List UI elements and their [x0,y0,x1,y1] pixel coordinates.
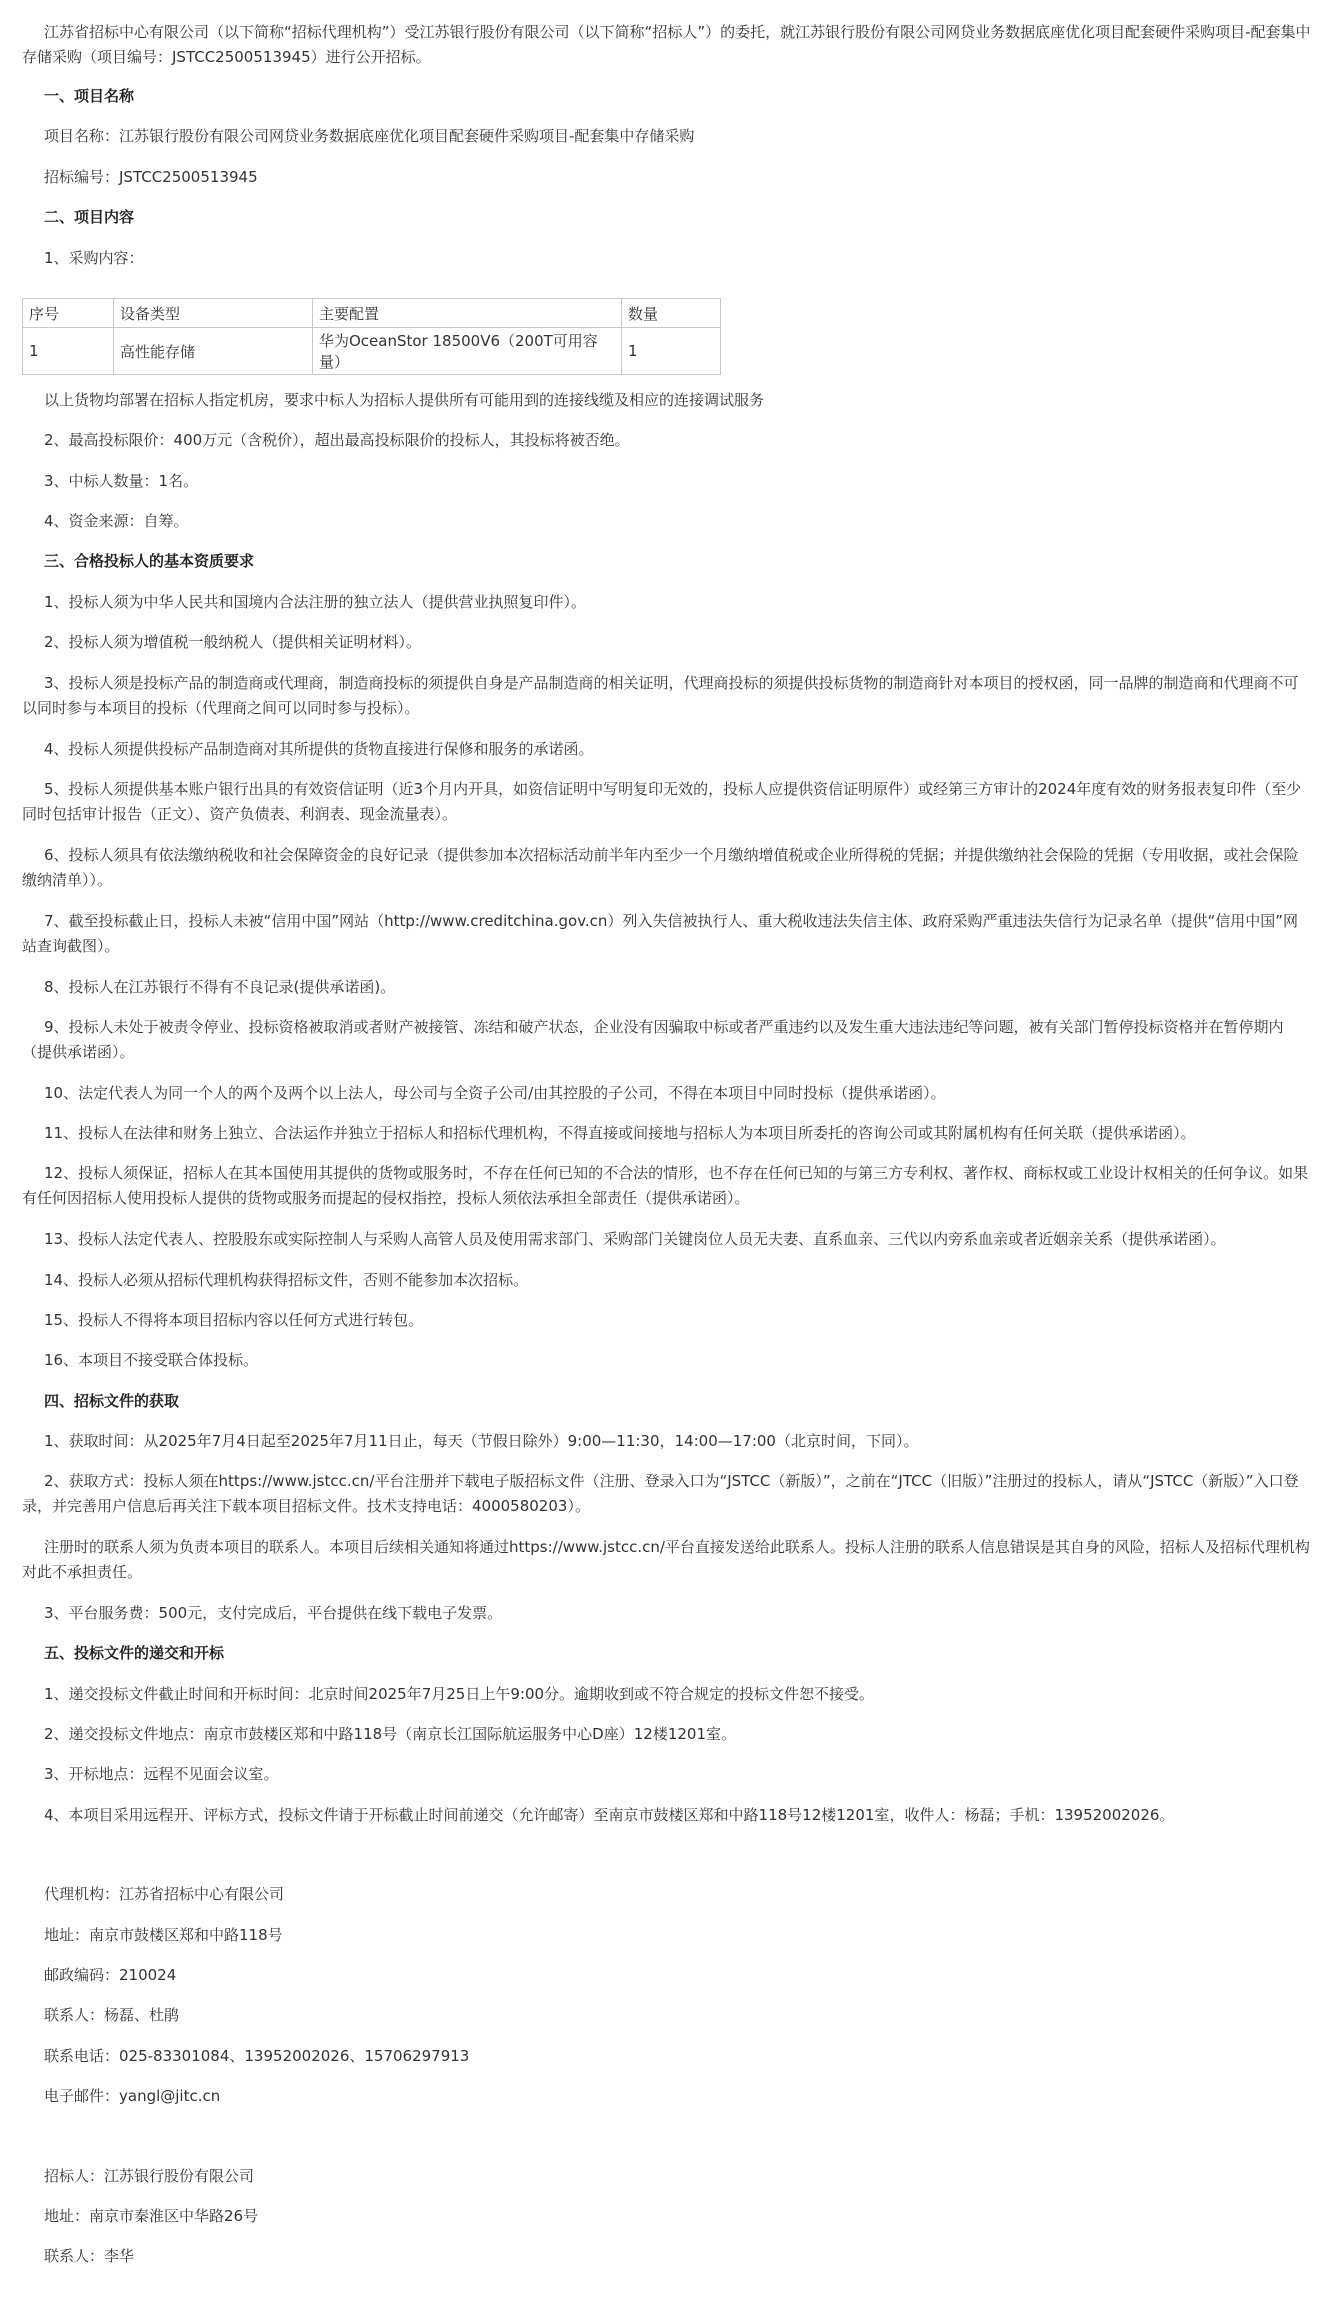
table-header: 数量 [622,299,721,328]
tenderer-address: 地址：南京市秦淮区中华路26号 [44,2207,259,2225]
remote-evaluation-note: 4、本项目采用远程开、评标方式，投标文件请于开标截止时间前递交（允许邮寄）至南京市鼓楼区郑和中路118号12楼1201室，收件人：杨磊；手机：13952002026。 [44,1806,1175,1824]
procurement-content-label: 1、采购内容： [44,249,144,267]
section-title-qualifications: 三、合格投标人的基本资质要求 [44,552,255,570]
agency-phone: 联系电话：025-83301084、13952002026、15706297913 [44,2047,470,2065]
table-header: 主要配置 [313,299,622,328]
procurement-table [22,298,721,375]
qualification-item: 7、截至投标截止日，投标人未被“信用中国”网站（http://www.creditchina.gov.cn）列入失信被执行人、重大税收违法失信主体、政府采购严重违法失信行为记录名单（提供“信用中国”网站查询截图）。 [22,912,1298,955]
winner-count: 3、中标人数量：1名。 [44,472,199,490]
qualification-item: 3、投标人须是投标产品的制造商或代理商，制造商投标的须提供自身是产品制造商的相关证明，代理商投标的须提供投标货物的制造商针对本项目的授权函，同一品牌的制造商和代理商不可以同时参与本项目的投标（代理商之间可以同时参与投标）。 [22,674,1299,717]
qualification-item: 1、投标人须为中华人民共和国境内合法注册的独立法人（提供营业执照复印件）。 [44,593,587,611]
tenderer-name: 招标人：江苏银行股份有限公司 [44,2167,255,2185]
table-header: 设备类型 [114,299,313,328]
qualification-item: 12、投标人须保证，招标人在其本国使用其提供的货物或服务时，不存在任何已知的不合法的情形，也不存在任何已知的与第三方专利权、著作权、商标权或工业设计权相关的任何争议。如果有任何因招标人使用投标人提供的货物或服务而提起的侵权指控，投标人须依法承担全部责任（提供承诺函）。 [22,1164,1309,1207]
agency-postcode: 邮政编码：210024 [44,1966,177,1984]
section-title-document-acquisition: 四、招标文件的获取 [44,1392,180,1410]
acquisition-time: 1、获取时间：从2025年7月4日起至2025年7月11日止，每天（节假日除外）9:00—11:30，14:00—17:00（北京时间，下同）。 [44,1432,919,1450]
qualification-item: 6、投标人须具有依法缴纳税收和社会保障资金的良好记录（提供参加本次招标活动前半年内至少一个月缴纳增值税或企业所得税的凭据；并提供缴纳社会保险的凭据（专用收据，或社会保险缴纳清单））。 [22,846,1299,889]
table-cell: 华为OceanStor 18500V6（200T可用容量） [313,328,622,375]
tenderer-contact: 联系人：李华 [44,2247,135,2265]
qualification-item: 14、投标人必须从招标代理机构获得招标文件，否则不能参加本次招标。 [44,1271,529,1289]
qualification-item: 11、投标人在法律和财务上独立、合法运作并独立于招标人和招标代理机构，不得直接或间接地与招标人为本项目所委托的咨询公司或其附属机构有任何关联（提供承诺函）。 [44,1124,1196,1142]
submission-deadline: 1、递交投标文件截止时间和开标时间：北京时间2025年7月25日上午9:00分。逾期收到或不符合规定的投标文件恕不接受。 [44,1685,875,1703]
fund-source: 4、资金来源：自筹。 [44,512,189,530]
qualification-item: 2、投标人须为增值税一般纳税人（提供相关证明材料）。 [44,633,422,651]
max-price: 2、最高投标限价：400万元（含税价），超出最高投标限价的投标人，其投标将被否绝。 [44,431,630,449]
table-cell: 高性能存储 [114,328,313,375]
qualification-item: 8、投标人在江苏银行不得有不良记录(提供承诺函)。 [44,978,396,996]
qualification-item: 9、投标人未处于被责令停业、投标资格被取消或者财产被接管、冻结和破产状态，企业没有因骗取中标或者严重违约以及发生重大违法违纪等问题，被有关部门暂停投标资格并在暂停期内（提供承诺函）。 [22,1018,1284,1061]
section-title-project-name: 一、项目名称 [44,87,135,105]
qualification-item: 16、本项目不接受联合体投标。 [44,1351,259,1369]
section-title-submission: 五、投标文件的递交和开标 [44,1644,225,1662]
deployment-note: 以上货物均部署在招标人指定机房，要求中标人为招标人提供所有可能用到的连接线缆及相应的连接调试服务 [44,391,765,409]
qualification-item: 10、法定代表人为同一个人的两个及两个以上法人，母公司与全资子公司/由其控股的子公司，不得在本项目中同时投标（提供承诺函）。 [44,1084,946,1102]
registration-contact-note: 注册时的联系人须为负责本项目的联系人。本项目后续相关通知将通过https://www.jstcc.cn/平台直接发送给此联系人。投标人注册的联系人信息错误是其自身的风险，招标人及招标代理机构对此不承担责任。 [22,1538,1310,1581]
qualification-item: 4、投标人须提供投标产品制造商对其所提供的货物直接进行保修和服务的承诺函。 [44,740,594,758]
acquisition-method: 2、获取方式：投标人须在https://www.jstcc.cn/平台注册并下载电子版招标文件（注册、登录入口为“JSTCC（新版）”，之前在“JTCC（旧版）”注册过的投标人，请从“JSTCC（新版）”入口登录，并完善用户信息后再关注下载本项目招标文件。技术支持电话：4000580203）。 [22,1472,1299,1515]
agency-address: 地址：南京市鼓楼区郑和中路118号 [44,1926,283,1944]
agency-name: 代理机构：江苏省招标中心有限公司 [44,1885,285,1903]
table-header: 序号 [23,299,114,328]
agency-contact: 联系人：杨磊、杜鹃 [44,2006,180,2024]
intro-paragraph: 江苏省招标中心有限公司（以下简称“招标代理机构”）受江苏银行股份有限公司（以下简称“招标人”）的委托，就江苏银行股份有限公司网贷业务数据底座优化项目配套硬件采购项目-配套集中存储采购（项目编号：JSTCC2500513945）进行公开招标。 [22,23,1311,66]
project-code: 招标编号：JSTCC2500513945 [44,168,258,186]
project-name: 项目名称：江苏银行股份有限公司网贷业务数据底座优化项目配套硬件采购项目-配套集中存储采购 [44,127,695,145]
submission-location: 2、递交投标文件地点：南京市鼓楼区郑和中路118号（南京长江国际航运服务中心D座）12楼1201室。 [44,1725,736,1743]
qualification-item: 13、投标人法定代表人、控股股东或实际控制人与采购人高管人员及使用需求部门、采购部门关键岗位人员无夫妻、直系血亲、三代以内旁系血亲或者近姻亲关系（提供承诺函）。 [44,1230,1226,1248]
platform-fee: 3、平台服务费：500元，支付完成后，平台提供在线下载电子发票。 [44,1604,503,1622]
table-header-row [23,299,721,328]
qualification-item: 5、投标人须提供基本账户银行出具的有效资信证明（近3个月内开具，如资信证明中写明复印无效的，投标人应提供资信证明原件）或经第三方审计的2024年度有效的财务报表复印件（至少同时包括审计报告（正文）、资产负债表、利润表、现金流量表）。 [22,780,1302,823]
table-cell: 1 [622,328,721,375]
bid-opening-location: 3、开标地点：远程不见面会议室。 [44,1765,279,1783]
table-row [23,328,721,375]
table-cell: 1 [23,328,114,375]
qualification-item: 15、投标人不得将本项目招标内容以任何方式进行转包。 [44,1311,424,1329]
agency-email: 电子邮件：yangl@jitc.cn [44,2087,221,2105]
section-title-project-content: 二、项目内容 [44,208,135,226]
